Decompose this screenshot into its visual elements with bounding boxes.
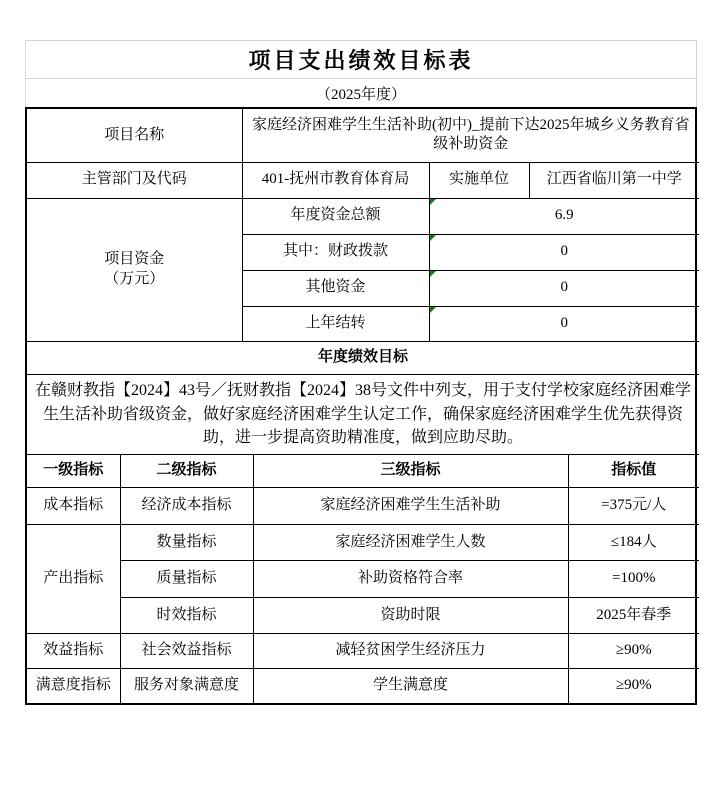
table-row <box>27 109 699 162</box>
impl-unit-label: 实施单位 <box>429 162 529 198</box>
funding-label <box>27 198 242 341</box>
excel-error-triangle-icon <box>430 235 436 241</box>
funding-row-value <box>429 234 699 270</box>
excel-error-triangle-icon <box>430 271 436 277</box>
indicator-level1: 满意度指标 <box>27 669 120 703</box>
indicator-level1: 效益指标 <box>27 634 120 669</box>
table-row <box>27 341 699 374</box>
table-header-row <box>27 455 699 488</box>
table-row <box>27 488 699 525</box>
page-subtitle: （2025年度） <box>315 86 406 103</box>
table-row <box>27 634 699 669</box>
impl-unit-value: 江西省临川第一中学 <box>529 162 699 198</box>
table-row <box>27 162 699 198</box>
indicator-level2: 服务对象满意度 <box>120 669 253 703</box>
dept-value: 401-抚州市教育体育局 <box>242 162 429 198</box>
table-row <box>27 561 699 598</box>
indicator-level2: 经济成本指标 <box>120 488 253 525</box>
funding-row-value <box>429 306 699 341</box>
indicator-value: ≥90% <box>568 669 699 703</box>
funding-row-value <box>429 270 699 306</box>
page-title: 项目支出绩效目标表 <box>26 41 696 79</box>
indicator-level2: 数量指标 <box>120 525 253 561</box>
indicator-level2: 社会效益指标 <box>120 634 253 669</box>
indicator-level3: 家庭经济困难学生生活补助 <box>253 488 568 525</box>
indicator-value: =375元/人 <box>568 488 699 525</box>
indicator-value: =100% <box>568 561 699 598</box>
table-row <box>27 198 699 234</box>
col-header-level3: 三级指标 <box>253 455 568 488</box>
indicator-level2: 质量指标 <box>120 561 253 598</box>
performance-target-form <box>25 40 697 705</box>
col-header-value: 指标值 <box>568 455 699 488</box>
funding-label-line1: 项目资金 <box>104 251 165 267</box>
excel-error-triangle-icon <box>430 307 436 313</box>
dept-label: 主管部门及代码 <box>27 162 242 198</box>
funding-value-text: 0 <box>560 314 569 331</box>
title-block <box>25 40 697 107</box>
indicator-level3: 减轻贫困学生经济压力 <box>253 634 568 669</box>
funding-value-text: 6.9 <box>554 207 574 224</box>
funding-row-name: 其他资金 <box>242 270 429 306</box>
indicator-value: ≥90% <box>568 634 699 669</box>
table-row <box>27 525 699 561</box>
col-header-level2: 二级指标 <box>120 455 253 488</box>
funding-row-name: 上年结转 <box>242 306 429 341</box>
table-row <box>27 669 699 703</box>
annual-goal-header: 年度绩效目标 <box>27 341 699 374</box>
funding-label-line2: （万元） <box>104 270 165 287</box>
project-name-label: 项目名称 <box>27 109 242 162</box>
funding-row-name: 年度资金总额 <box>242 198 429 234</box>
funding-row-value <box>429 198 699 234</box>
main-table-frame <box>25 107 697 705</box>
col-header-level1: 一级指标 <box>27 455 120 488</box>
indicator-value: 2025年春季 <box>568 598 699 634</box>
project-info-table <box>27 109 699 454</box>
excel-error-triangle-icon <box>430 199 436 205</box>
funding-row-name: 其中：财政拨款 <box>242 234 429 270</box>
table-row <box>27 598 699 634</box>
table-row <box>27 374 699 454</box>
funding-value-text: 0 <box>560 243 569 260</box>
indicator-level3: 学生满意度 <box>253 669 568 703</box>
indicator-level3: 资助时限 <box>253 598 568 634</box>
project-name-value: 家庭经济困难学生生活补助(初中)_提前下达2025年城乡义务教育省级补助资金 <box>242 109 699 162</box>
funding-value-text: 0 <box>560 279 569 296</box>
indicator-level3: 补助资格符合率 <box>253 561 568 598</box>
annual-goal-text: 在赣财教指【2024】43号／抚财教指【2024】38号文件中列支，用于支付学校家庭经济困难学生生活补助省级资金，做好家庭经济困难学生认定工作，确保家庭经济困难学生优先获得资助，进一步提高资助精准度，做到应助尽助。 <box>27 374 699 454</box>
indicator-level1: 产出指标 <box>27 525 120 634</box>
indicator-level3: 家庭经济困难学生人数 <box>253 525 568 561</box>
indicator-level1: 成本指标 <box>27 488 120 525</box>
indicators-table <box>27 454 699 703</box>
indicator-level2: 时效指标 <box>120 598 253 634</box>
indicator-value: ≤184人 <box>568 525 699 561</box>
